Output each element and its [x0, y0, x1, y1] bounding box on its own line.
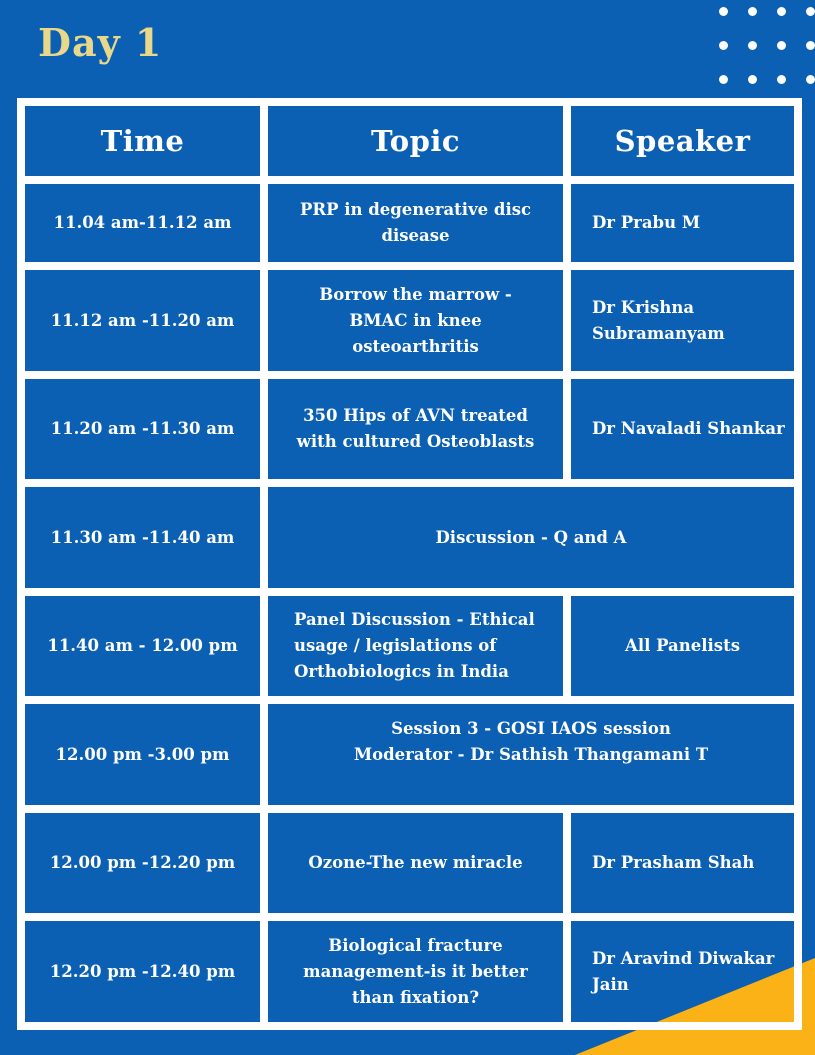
- col-header-speaker: Speaker: [571, 106, 794, 176]
- time-cell: 11.04 am-11.12 am: [25, 184, 260, 262]
- table-row: [25, 921, 794, 1022]
- col-header-topic: Topic: [268, 106, 563, 176]
- time-cell: 12.00 pm -3.00 pm: [25, 704, 260, 805]
- table-row: [25, 596, 794, 697]
- table-frame-right-border: [794, 98, 802, 1030]
- topic-cell: Discussion - Q and A: [268, 487, 794, 588]
- table-row: [25, 379, 794, 480]
- table-row: [25, 184, 794, 262]
- time-cell: 12.20 pm -12.40 pm: [25, 921, 260, 1022]
- time-cell: 11.40 am - 12.00 pm: [25, 596, 260, 697]
- table-row: [25, 487, 794, 588]
- topic-cell: 350 Hips of AVN treated with cultured Osteoblasts: [268, 379, 563, 480]
- speaker-cell: Dr Navaladi Shankar: [571, 379, 794, 480]
- table-row: [25, 270, 794, 371]
- table-header-row: [25, 106, 794, 176]
- table-row: [25, 813, 794, 914]
- time-cell: 11.30 am -11.40 am: [25, 487, 260, 588]
- topic-cell: Panel Discussion - Ethical usage / legislations of Orthobiologics in India: [268, 596, 563, 697]
- page-title: Day 1: [38, 20, 163, 65]
- table-frame-bottom-border: [17, 1022, 802, 1030]
- speaker-cell: Dr Aravind Diwakar Jain: [571, 921, 794, 1022]
- speaker-cell: Dr Krishna Subramanyam: [571, 270, 794, 371]
- table-row: [25, 704, 794, 805]
- dots-grid-icon: [719, 7, 815, 84]
- topic-line: Session 3 - GOSI IAOS session: [391, 718, 671, 738]
- time-cell: 12.00 pm -12.20 pm: [25, 813, 260, 914]
- topic-cell: Biological fracture management-is it better than fixation?: [268, 921, 563, 1022]
- time-cell: 11.12 am -11.20 am: [25, 270, 260, 371]
- schedule-table: [17, 98, 802, 1030]
- speaker-cell: All Panelists: [571, 596, 794, 697]
- col-header-time: Time: [25, 106, 260, 176]
- topic-cell: Ozone-The new miracle: [268, 813, 563, 914]
- speaker-cell: Dr Prabu M: [571, 184, 794, 262]
- topic-cell: Borrow the marrow - BMAC in knee osteoarthritis: [268, 270, 563, 371]
- topic-cell: [268, 704, 794, 805]
- topic-line: Moderator - Dr Sathish Thangamani T: [353, 744, 709, 764]
- speaker-cell: Dr Prasham Shah: [571, 813, 794, 914]
- topic-cell: PRP in degenerative disc disease: [268, 184, 563, 262]
- time-cell: 11.20 am -11.30 am: [25, 379, 260, 480]
